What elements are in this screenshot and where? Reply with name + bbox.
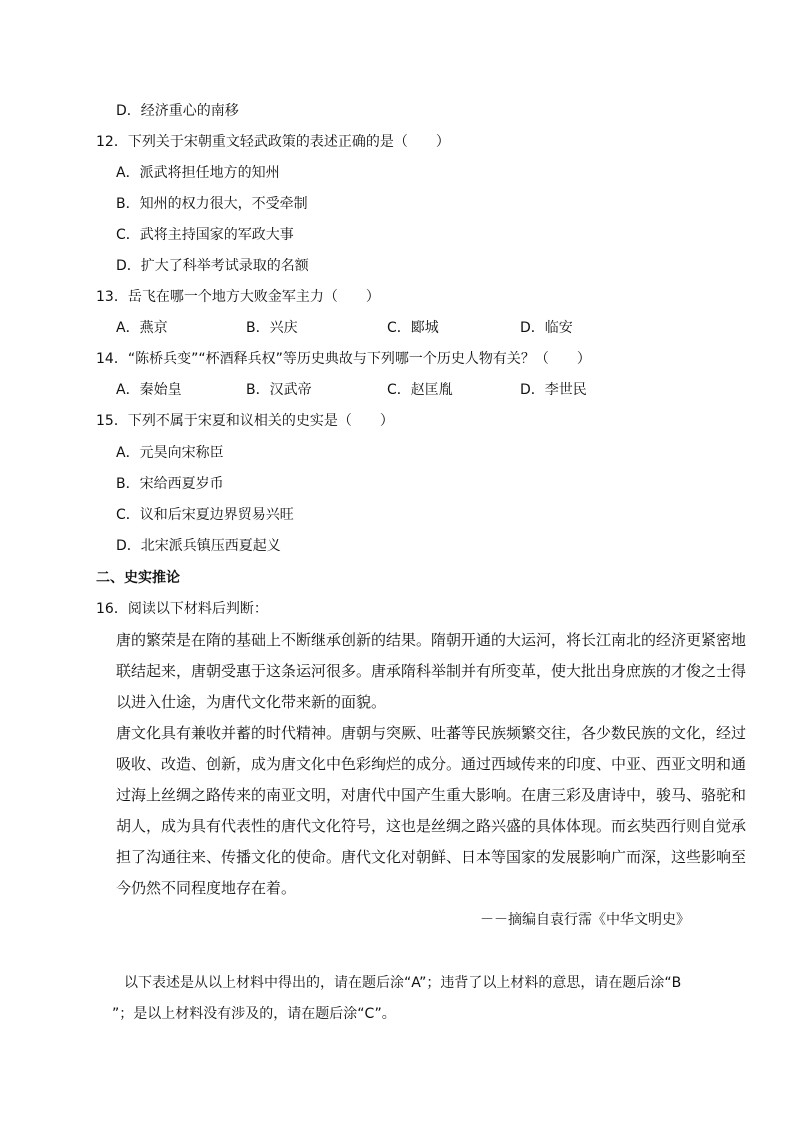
q15-option-a: A．元昊向宋称臣 <box>116 445 224 461</box>
q15-option-d: D．北宋派兵镇压西夏起义 <box>116 538 281 554</box>
q14-option-b: B．汉武帝 <box>246 382 312 398</box>
q14-option-a: A．秦始皇 <box>116 382 182 398</box>
q15-option-c: C．议和后宋夏边界贸易兴旺 <box>116 507 294 523</box>
q13-option-d: D．临安 <box>520 320 573 336</box>
source-citation: －－摘编自袁行霈《中华文明史》 <box>480 912 690 928</box>
q14-option-d: D．李世民 <box>520 382 587 398</box>
q13-option-c: C．郾城 <box>387 320 439 336</box>
paragraph-line: 唐文化具有兼收并蓄的时代精神。唐朝与突厥、吐蕃等民族频繁交往，各少数民族的文化，经过 <box>116 724 747 742</box>
q12-option-b: B．知州的权力很大，不受牵制 <box>116 196 308 212</box>
paragraph-line: 今仍然不同程度地存在着。 <box>116 879 297 897</box>
q15-stem: 15．下列不属于宋夏和议相关的史实是（ ） <box>96 413 394 429</box>
q14-stem: 14．“陈桥兵变”“杯酒释兵权”等历史典故与下列哪一个历史人物有关？（ ） <box>96 351 591 367</box>
paragraph-line: 胡人，成为具有代表性的唐代文化符号，这也是丝绸之路兴盛的具体体现。而玄奘西行则自觉承 <box>116 817 747 835</box>
q12-option-d: D．扩大了科举考试录取的名额 <box>116 258 309 274</box>
section-title: 二、史实推论 <box>96 570 180 586</box>
instruction-line: 以下表述是从以上材料中得出的，请在题后涂“A”；违背了以上材料的意思，请在题后涂“B <box>124 975 682 991</box>
q12-stem: 12．下列关于宋朝重文轻武政策的表述正确的是（ ） <box>96 134 450 150</box>
q14-option-c: C．赵匡胤 <box>387 382 453 398</box>
paragraph-line: 联结起来，唐朝受惠于这条运河很多。唐承隋科举制并有所变革，使大批出身庶族的才俊之士得 <box>116 662 747 680</box>
q13-option-a: A．燕京 <box>116 320 168 336</box>
paragraph-line: 唐的繁荣是在隋的基础上不断继承创新的结果。隋朝开通的大运河，将长江南北的经济更紧密地 <box>116 631 747 649</box>
instruction-line: ”；是以上材料没有涉及的，请在题后涂“C”。 <box>112 1006 396 1022</box>
q11-option-d: D．经济重心的南移 <box>116 103 239 119</box>
paragraph-line: 过海上丝绸之路传来的南亚文明，对唐代中国产生重大影响。在唐三彩及唐诗中，骏马、骆驼和 <box>116 786 747 804</box>
q13-stem: 13．岳飞在哪一个地方大败金军主力（ ） <box>96 289 380 305</box>
q16-stem: 16．阅读以下材料后判断： <box>96 601 268 617</box>
q12-option-a: A．派武将担任地方的知州 <box>116 165 280 181</box>
paragraph-line: 以进入仕途，为唐代文化带来新的面貌。 <box>116 693 387 711</box>
q15-option-b: B．宋给西夏岁币 <box>116 476 224 492</box>
q12-option-c: C．武将主持国家的军政大事 <box>116 227 294 243</box>
paragraph-line: 吸收、改造、创新，成为唐文化中色彩绚烂的成分。通过西域传来的印度、中亚、西亚文明和通 <box>116 755 747 773</box>
paragraph-line: 担了沟通往来、传播文化的使命。唐代文化对朝鲜、日本等国家的发展影响广而深，这些影响至 <box>116 848 747 866</box>
q13-option-b: B．兴庆 <box>246 320 298 336</box>
